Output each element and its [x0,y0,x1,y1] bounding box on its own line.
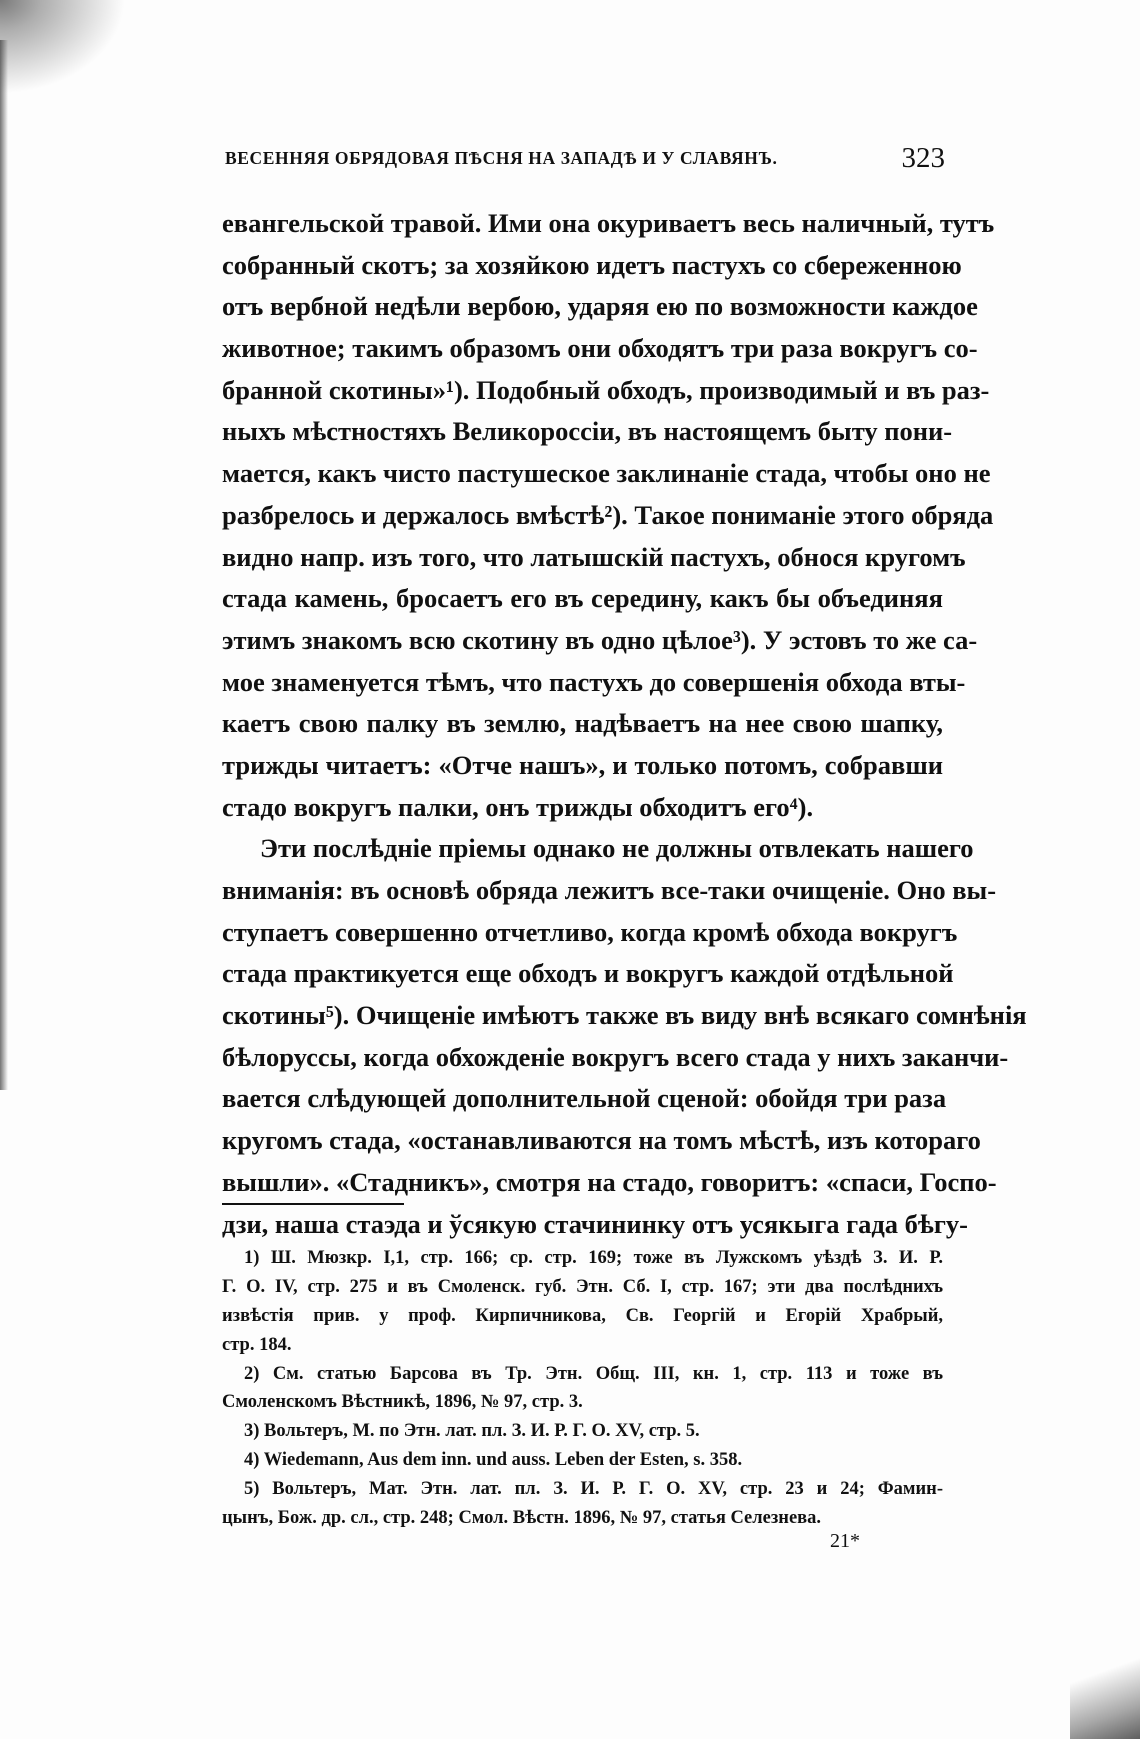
body-text [222,203,1027,1245]
footnote-line: 3) Вольтеръ, М. по Этн. лат. пл. З. И. Р. Г. О. XV, стр. 5. [244,1421,700,1442]
text-line: мое знаменуется тѣмъ, что пастухъ до совершенія обхода вты- [222,666,966,697]
text-line: трижды читаетъ: «Отче нашъ», и только потомъ, собравши [222,749,943,780]
running-title: ВЕСЕННЯЯ ОБРЯДОВАЯ ПѢСНЯ НА ЗАПАДѢ И У СЛАВЯНЪ. [225,148,778,168]
footnote-line: извѣстія прив. у проф. Кирпичникова, Св. Георгій и Егорій Храбрый, [222,1305,943,1326]
footnote-line: 1) Ш. Мюзкр. I,1, стр. 166; ср. стр. 169; тоже въ Лужскомъ уѣздѣ З. И. Р. [244,1248,943,1268]
text-line: дзи, наша стаэда и ўсякую стачининку отъ усякыга гада бѣгу- [222,1208,968,1239]
text-line: каетъ свою палку въ землю, надѣваетъ на нее свою шапку, [222,708,943,739]
text-line: вниманія: въ основѣ обряда лежитъ все-таки очищеніе. Оно вы- [222,875,997,905]
text-line: вышли». «Стадникъ», смотря на стадо, говоритъ: «спаси, Госпо- [222,1166,997,1197]
footnote-line: 2) См. статью Барсова въ Тр. Этн. Общ. III, кн. 1, стр. 113 и тоже въ [244,1363,943,1384]
text-line: отъ вербной недѣли вербою, ударяя ею по возможности каждое [222,291,978,322]
scan-shadow-bottom-right [1070,1629,1140,1739]
text-line: разбрелось и держалось вмѣстѣ²). Такое пониманіе этого обряда [222,499,994,530]
footnote-line: Смоленскомъ Вѣстникѣ, 1896, № 97, стр. 3. [222,1392,583,1413]
scan-shadow-top-left [0,0,160,120]
text-line: стадо вокругъ палки, онъ трижды обходитъ его⁴). [222,791,814,822]
text-line: кругомъ стада, «останавливаются на томъ мѣстѣ, изъ котораго [222,1125,981,1156]
text-line: ступаетъ совершенно отчетливо, когда кромѣ обхода вокругъ [222,916,958,947]
text-line: стада практикуется еще обходъ и вокругъ каждой отдѣльной [222,958,954,989]
signature-mark: 21* [830,1530,860,1552]
text-line: бранной скотины»¹). Подобный обходъ, производимый и въ раз- [222,374,990,405]
text-line: бѣлоруссы, когда обхожденіе вокругъ всего стада у нихъ заканчи- [222,1041,1009,1072]
footnote-line: Г. О. IV, стр. 275 и въ Смоленск. губ. Этн. Сб. I, стр. 167; эти два послѣднихъ [222,1276,943,1297]
text-line: собранный скотъ; за хозяйкою идетъ пастухъ со сбереженною [222,249,962,280]
footnote-line: 5) Вольтеръ, Мат. Этн. лат. пл. З. И. Р. Г. О. XV, стр. 23 и 24; Фамин- [244,1479,943,1500]
text-line: скотины⁵). Очищеніе имѣютъ также въ виду внѣ всякаго сомнѣнія [222,1000,1027,1031]
text-line: этимъ знакомъ всю скотину въ одно цѣлое³). У эстовъ то же са- [222,624,978,655]
footnote-line: стр. 184. [222,1334,292,1355]
footnote-line: 4) Wiedemann, Aus dem inn. und auss. Leben der Esten, s. 358. [244,1450,743,1471]
text-line: стада камень, бросаетъ его въ середину, какъ бы объединяя [222,583,943,614]
footnote-line: цынъ, Бож. др. сл., стр. 248; Смол. Вѣстн. 1896, № 97, статья Селезнева. [222,1508,822,1529]
paragraph-start-line: Эти послѣдніе пріемы однако не должны отвлекать нашего [260,833,974,864]
text-line: мается, какъ чисто пастушеское заклинаніе стада, чтобы оно не [222,458,991,489]
running-head [225,142,945,182]
footnote-divider [222,1203,404,1205]
page-number: 323 [901,142,945,174]
text-line: животное; такимъ образомъ они обходятъ три раза вокругъ со- [222,333,978,364]
footnotes [222,1244,943,1533]
text-line: евангельской травой. Ими она окуриваетъ весь наличный, тутъ [222,208,995,238]
text-line: видно напр. изъ того, что латышскій пастухъ, обнося кругомъ [222,541,966,572]
text-line: вается слѣдующей дополнительной сценой: обойдя три раза [222,1083,947,1114]
text-line: ныхъ мѣстностяхъ Великороссіи, въ настоящемъ быту пони- [222,416,953,447]
scan-shadow-left-edge [0,40,8,1090]
